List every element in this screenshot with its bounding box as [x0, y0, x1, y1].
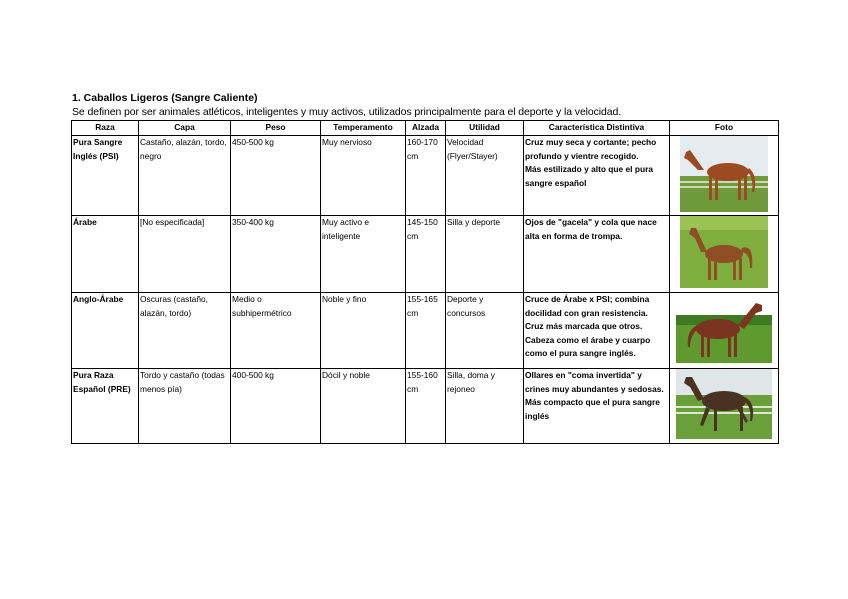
- cell-capa: Tordo y castaño (todas menos pía): [139, 369, 231, 444]
- header-alzada: Alzada: [406, 121, 446, 136]
- cell-raza: Pura Sangre Inglés (PSI): [72, 136, 139, 216]
- horse-photo: [676, 369, 772, 439]
- header-caracteristica: Característica Distintiva: [524, 121, 670, 136]
- cell-caracteristica: [524, 293, 670, 369]
- caracteristica-line: Más estilizado y alto que el pura sangre español: [525, 164, 653, 188]
- cell-capa: Castaño, alazán, tordo, negro: [139, 136, 231, 216]
- cell-foto: [670, 293, 779, 369]
- cell-capa: [No especificada]: [139, 216, 231, 293]
- horse-photo: [680, 136, 768, 212]
- cell-utilidad: Silla y deporte: [446, 216, 524, 293]
- cell-utilidad: Silla, doma y rejoneo: [446, 369, 524, 444]
- horse-photo: [676, 293, 772, 363]
- cell-raza: Pura Raza Español (PRE): [72, 369, 139, 444]
- caracteristica-line: Ojos de "gacela" y cola que nace alta en forma de trompa.: [525, 217, 657, 241]
- table-row: [72, 136, 779, 216]
- cell-caracteristica: [524, 136, 670, 216]
- breeds-table: [71, 120, 779, 444]
- header-peso: Peso: [231, 121, 321, 136]
- cell-peso: Medio o subhipermétrico: [231, 293, 321, 369]
- cell-foto: [670, 369, 779, 444]
- caracteristica-line: Cruce de Árabe x PSI; combina docilidad con gran resistencia.: [525, 294, 650, 318]
- caracteristica-line: Más compacto que el pura sangre inglés: [525, 397, 660, 421]
- cell-raza: Anglo-Árabe: [72, 293, 139, 369]
- cell-capa: Oscuras (castaño, alazán, tordo): [139, 293, 231, 369]
- cell-temperamento: Dócil y noble: [321, 369, 406, 444]
- cell-utilidad: Deporte y concursos: [446, 293, 524, 369]
- horse-photo: [680, 216, 768, 288]
- section-title: 1. Caballos Ligeros (Sangre Caliente): [72, 92, 258, 104]
- cell-temperamento: Muy activo e inteligente: [321, 216, 406, 293]
- header-capa: Capa: [139, 121, 231, 136]
- header-foto: Foto: [670, 121, 779, 136]
- cell-peso: 350-400 kg: [231, 216, 321, 293]
- caracteristica-line: Ollares en "coma invertida" y crines muy abundantes y sedosas.: [525, 370, 664, 394]
- header-temperamento: Temperamento: [321, 121, 406, 136]
- cell-foto: [670, 136, 779, 216]
- header-raza: Raza: [72, 121, 139, 136]
- header-utilidad: Utilidad: [446, 121, 524, 136]
- table-row: [72, 216, 779, 293]
- caracteristica-line: Cruz muy seca y cortante; pecho profundo y vientre recogido.: [525, 137, 657, 161]
- cell-caracteristica: [524, 369, 670, 444]
- cell-alzada: 155-160 cm: [406, 369, 446, 444]
- cell-alzada: 155-165 cm: [406, 293, 446, 369]
- cell-peso: 450-500 kg: [231, 136, 321, 216]
- cell-caracteristica: [524, 216, 670, 293]
- cell-alzada: 145-150 cm: [406, 216, 446, 293]
- section-intro: Se definen por ser animales atléticos, inteligentes y muy activos, utilizados principalmente para el deporte y la velocidad.: [72, 106, 622, 118]
- table-row: [72, 369, 779, 444]
- cell-utilidad: Velocidad (Flyer/Stayer): [446, 136, 524, 216]
- caracteristica-line: Cruz más marcada que otros.: [525, 321, 643, 332]
- table-row: [72, 293, 779, 369]
- cell-temperamento: Muy nervioso: [321, 136, 406, 216]
- cell-alzada: 160-170 cm: [406, 136, 446, 216]
- cell-temperamento: Noble y fino: [321, 293, 406, 369]
- caracteristica-line: Cabeza como el árabe y cuarpo como el pura sangre inglés.: [525, 334, 651, 359]
- table-header-row: [72, 121, 779, 136]
- cell-raza: Árabe: [72, 216, 139, 293]
- cell-peso: 400-500 kg: [231, 369, 321, 444]
- cell-foto: [670, 216, 779, 293]
